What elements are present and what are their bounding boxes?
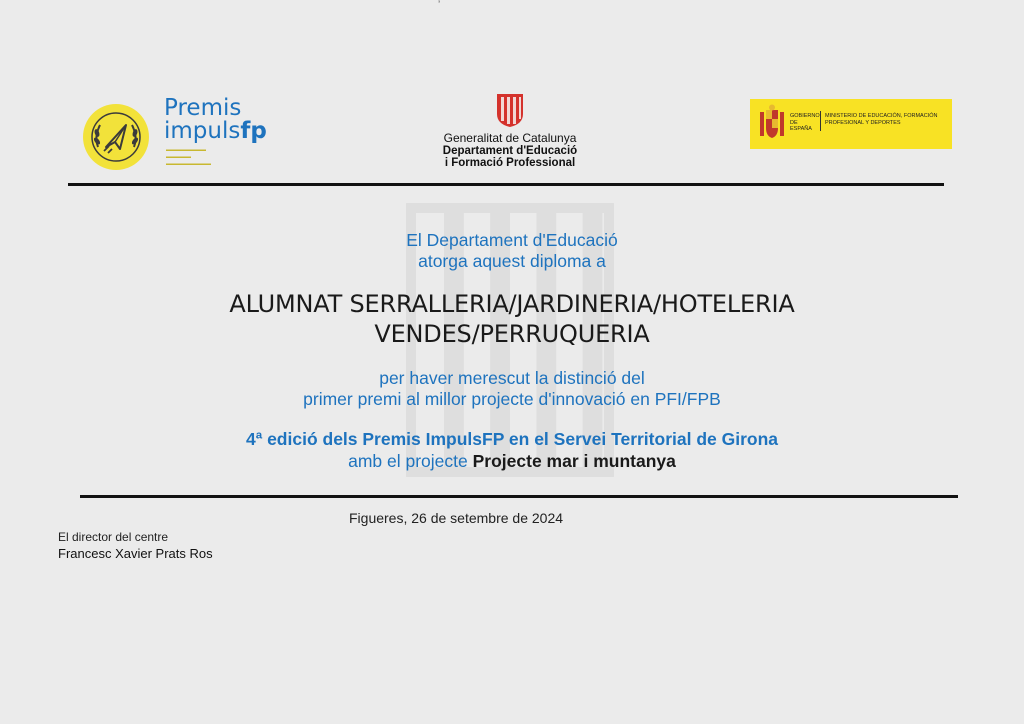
signer-role: El director del centre — [58, 530, 169, 544]
diploma-edition — [0, 428, 1024, 472]
premis-tagline: ▬▬▬▬▬▬▬▬ ▬▬▬▬▬ ▬▬▬▬▬▬▬▬▬ — [166, 147, 211, 167]
header-divider — [68, 183, 944, 186]
medal-rocket-icon — [82, 103, 150, 171]
premis-word: Premis — [164, 95, 242, 121]
gencat-department-line2: i Formació Professional — [444, 157, 576, 169]
gencat-name: Generalitat de Catalunya — [443, 131, 577, 145]
reason-line-2: primer premi al millor projecte d'innovació en PFI/FPB — [303, 389, 721, 409]
diploma-recipient — [0, 289, 1024, 349]
generalitat-logo — [420, 92, 600, 172]
ministerio-logo — [750, 99, 952, 149]
gobierno-text: GOBIERNO DE ESPAÑA — [790, 113, 820, 132]
ministerio-separator — [820, 111, 821, 131]
premis-wordmark — [164, 97, 267, 143]
project-prefix: amb el projecte — [348, 451, 468, 471]
footer-divider — [80, 495, 958, 498]
project-name: Projecte mar i muntanya — [472, 451, 676, 471]
impuls-word: impuls — [164, 118, 241, 144]
gencat-department-line1: Departament d'Educació — [442, 145, 578, 157]
spain-coat-of-arms-icon — [758, 104, 786, 142]
edition-line: 4ª edició dels Premis ImpulsFP en el Servei Territorial de Girona — [246, 429, 778, 449]
diploma-intro — [0, 230, 1024, 272]
recipient-line-1: ALUMNAT SERRALLERIA/JARDINERIA/HOTELERIA — [229, 290, 795, 318]
diploma-reason — [0, 368, 1024, 410]
recipient-line-2: VENDES/PERRUQUERIA — [374, 320, 650, 348]
signer-name: Francesc Xavier Prats Ros — [58, 546, 213, 561]
generalitat-emblem-icon — [493, 92, 527, 128]
stray-mark: ʼ — [438, 0, 441, 11]
reason-line-1: per haver merescut la distinció del — [379, 368, 645, 388]
fp-word: fp — [240, 118, 267, 144]
premis-impulsfp-logo — [82, 95, 282, 175]
place-date: Figueres, 26 de setembre de 2024 — [349, 510, 564, 526]
project-line — [0, 450, 1024, 472]
intro-line-1: El Departament d'Educació — [406, 230, 618, 250]
ministerio-text: MINISTERIO DE EDUCACIÓN, FORMACIÓN PROFESIONAL Y DEPORTES — [825, 113, 938, 126]
intro-line-2: atorga aquest diploma a — [418, 251, 606, 271]
impulsfp-word — [164, 120, 267, 143]
